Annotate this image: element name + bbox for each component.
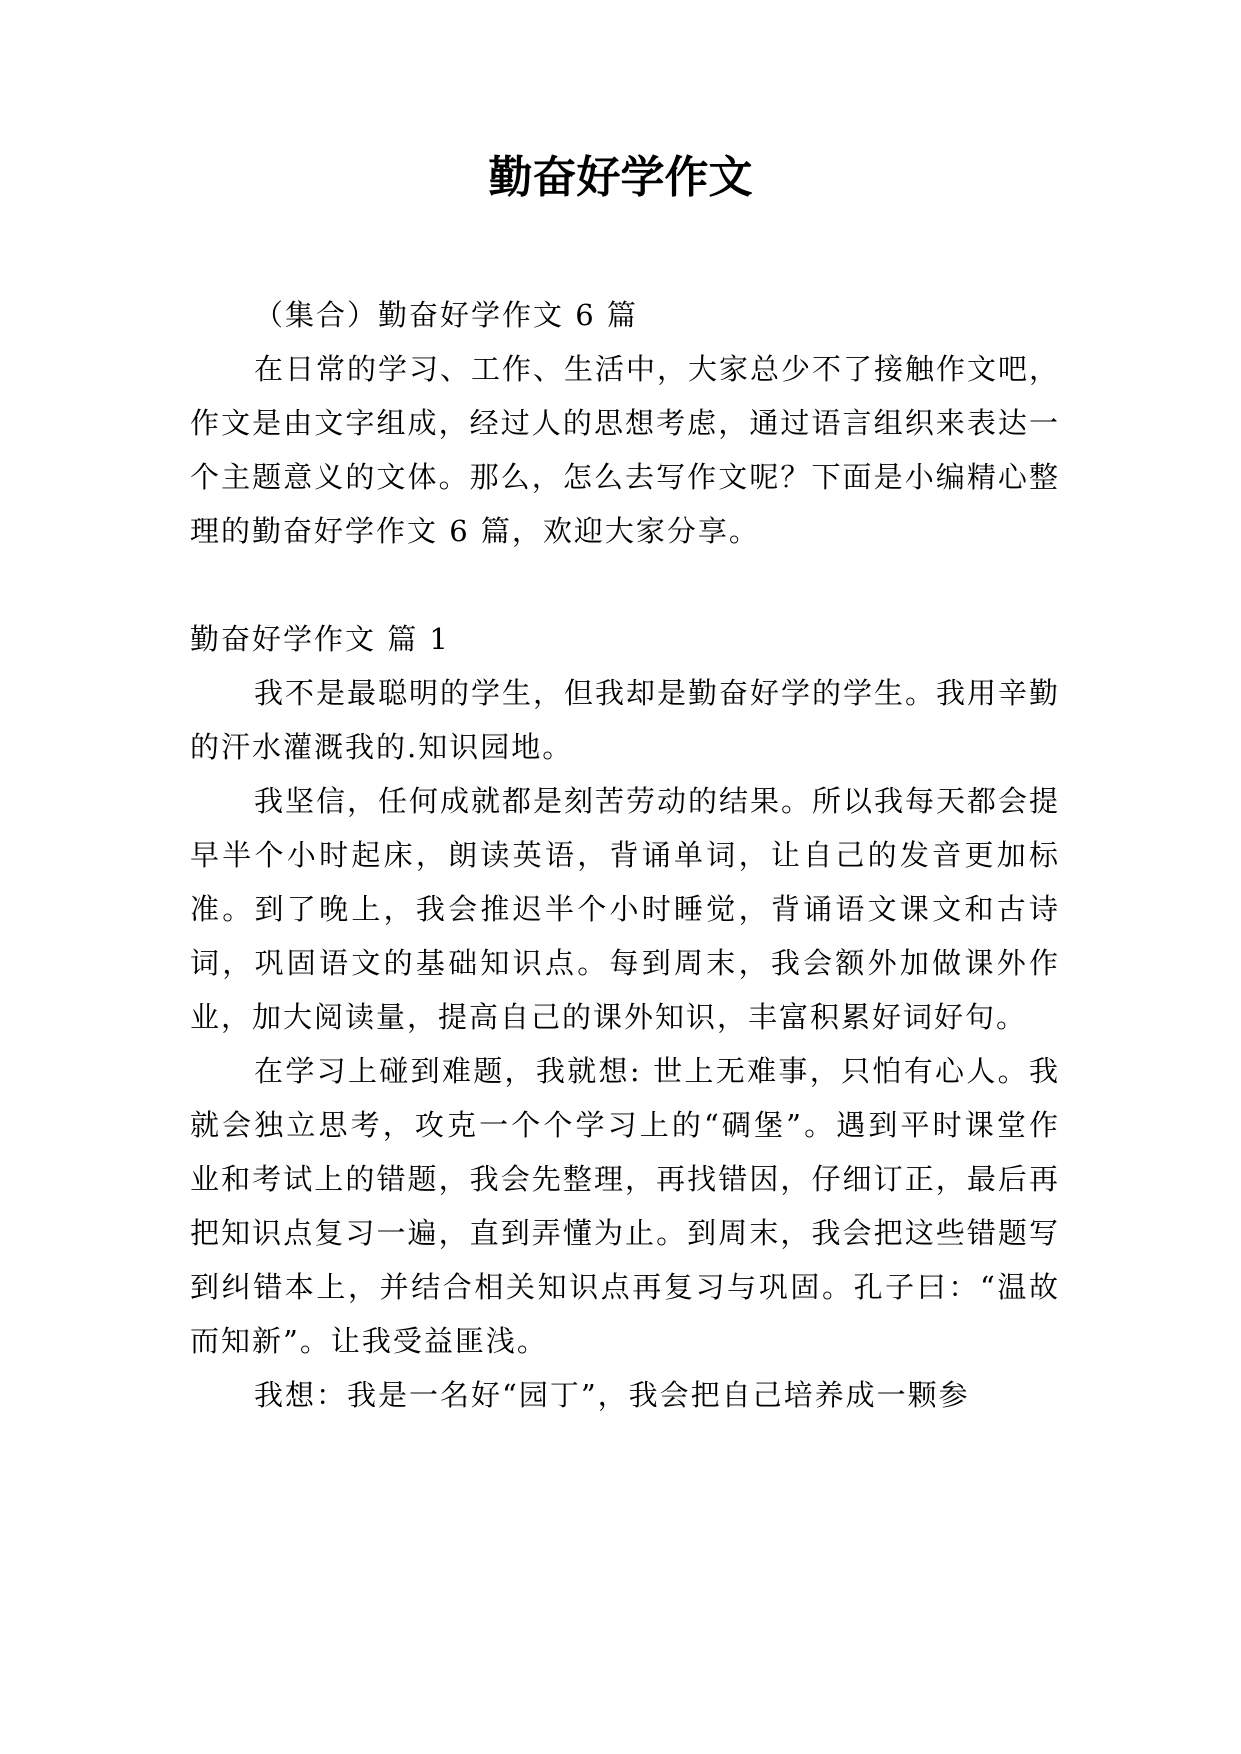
document-body [190, 288, 1060, 1422]
body-paragraph: 我坚信，任何成就都是刻苦劳动的结果。所以我每天都会提早半个小时起床，朗读英语，背诵单词，让自己的发音更加标准。到了晚上，我会推迟半个小时睡觉，背诵语文课文和古诗词，巩固语文的基础知识点。每到周末，我会额外加做课外作业，加大阅读量，提高自己的课外知识，丰富积累好词好句。 [190, 784, 1061, 1034]
intro-paragraph: 在日常的学习、工作、生活中，大家总少不了接触作文吧，作文是由文字组成，经过人的思想考虑，通过语言组织来表达一个主题意义的文体。那么，怎么去写作文呢？下面是小编精心整理的勤奋好学作文 6 篇，欢迎大家分享。 [190, 352, 1061, 548]
section-heading: 勤奋好学作文 篇 1 [190, 622, 450, 656]
body-paragraph: 在学习上碰到难题，我就想: 世上无难事，只怕有心人。我就会独立思考，攻克一个个学习上的“碉堡”。遇到平时课堂作业和考试上的错题，我会先整理，再找错因，仔细订正，最后再把知识点复习一遍，直到弄懂为止。到周末，我会把这些错题写到纠错本上，并结合相关知识点再复习与巩固。孔子曰：“温故而知新”。让我受益匪浅。 [190, 1054, 1060, 1358]
body-paragraph: 我不是最聪明的学生，但我却是勤奋好学的学生。我用辛勤的汗水灌溉我的.知识园地。 [190, 676, 1061, 764]
body-paragraph: 我想：我是一名好“园丁”，我会把自己培养成一颗参 [254, 1378, 970, 1412]
document-title: 勤奋好学作文 [488, 152, 753, 203]
document-subtitle: （集合）勤奋好学作文 6 篇 [254, 298, 638, 332]
